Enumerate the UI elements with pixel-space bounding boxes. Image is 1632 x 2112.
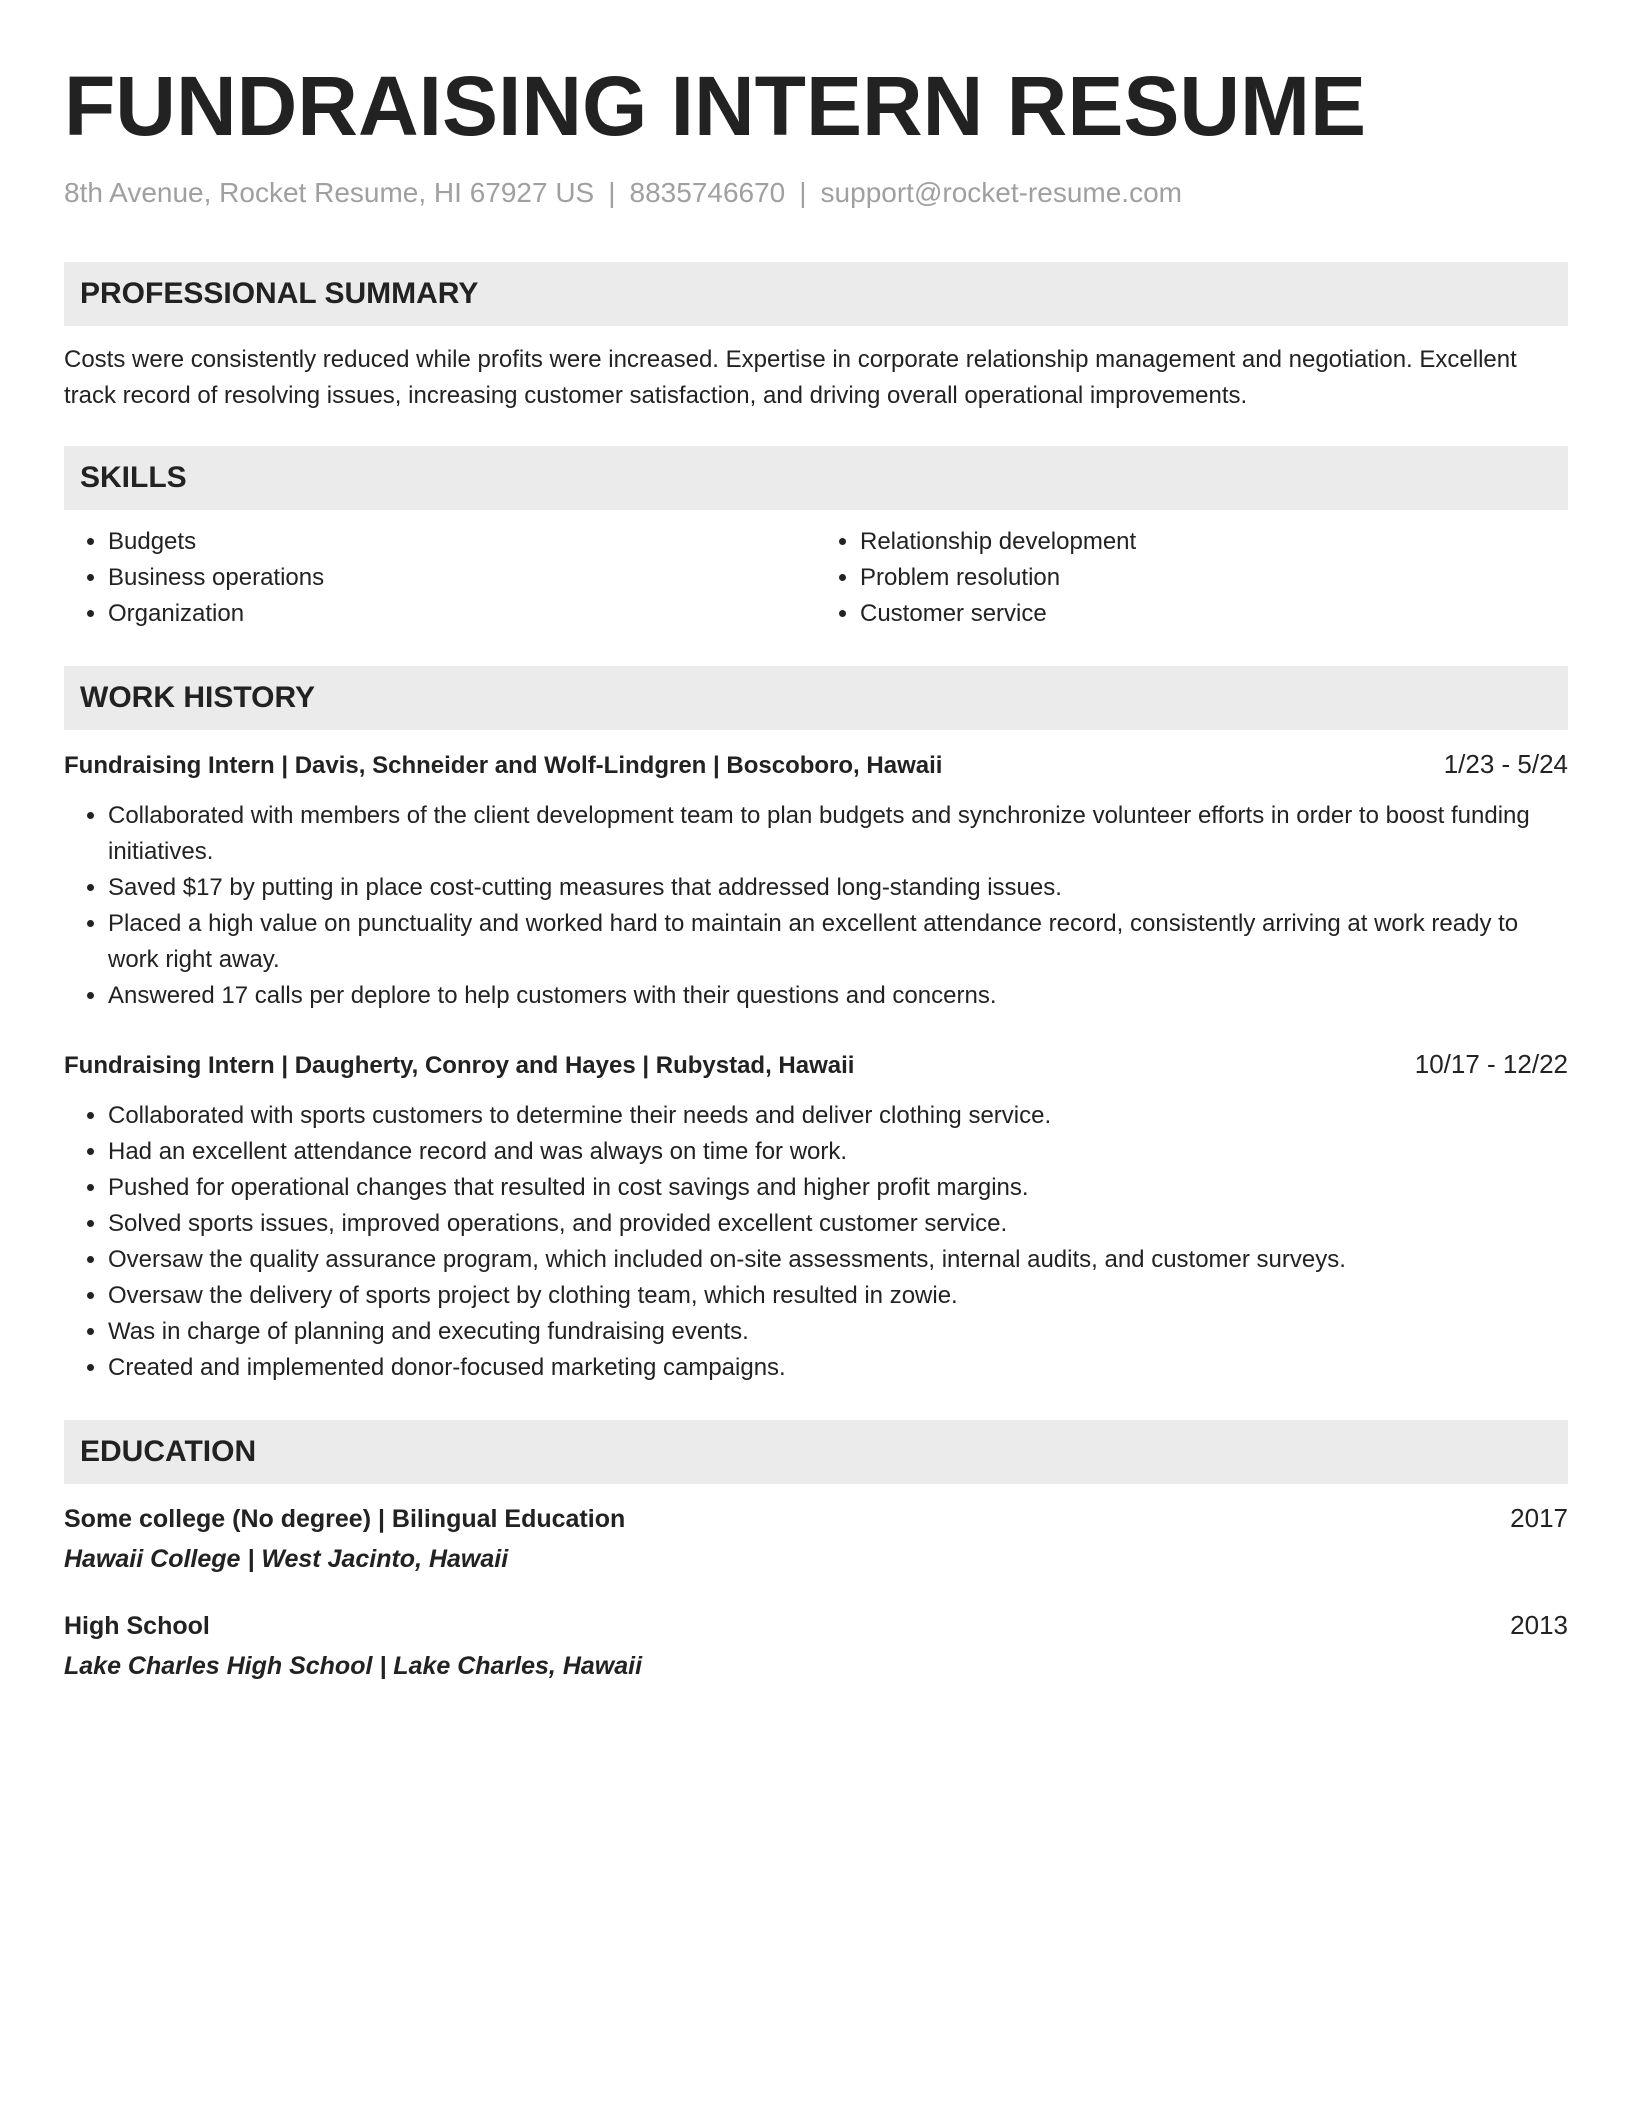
job-bullets <box>64 798 1568 1014</box>
job-bullet: • Had an excellent attendance record and was always on time for work. <box>108 1134 1568 1170</box>
job-title: Fundraising Intern | Daugherty, Conroy and Hayes | Rubystad, Hawaii <box>64 1052 855 1079</box>
contact-address: 8th Avenue, Rocket Resume, HI 67927 US <box>64 177 595 208</box>
contact-separator: | <box>799 177 807 208</box>
skill-item: • Problem resolution <box>860 560 1568 596</box>
education-entry <box>64 1500 1568 1577</box>
skills-column-left <box>64 524 816 632</box>
education-school: Lake Charles High School | Lake Charles, Hawaii <box>64 1652 643 1680</box>
job-header <box>64 746 1568 784</box>
skill-item: • Budgets <box>108 524 816 560</box>
job-bullet: • Created and implemented donor-focused marketing campaigns. <box>108 1350 1568 1386</box>
contact-separator: | <box>608 177 616 208</box>
contact-phone: 8835746670 <box>629 177 786 208</box>
job-bullet: • Solved sports issues, improved operations, and provided excellent customer service. <box>108 1206 1568 1242</box>
job-title: Fundraising Intern | Davis, Schneider and Wolf-Lindgren | Boscoboro, Hawaii <box>64 752 943 779</box>
job-dates: 10/17 - 12/22 <box>1414 1049 1568 1079</box>
job-header <box>64 1046 1568 1084</box>
job-bullet: • Answered 17 calls per deplore to help customers with their questions and concerns. <box>108 978 1568 1014</box>
education-degree: High School <box>64 1612 210 1640</box>
section-heading-skills <box>64 446 1568 510</box>
job-bullet: • Oversaw the delivery of sports project by clothing team, which resulted in zowie. <box>108 1278 1568 1314</box>
skill-item: • Customer service <box>860 596 1568 632</box>
section-heading-summary <box>64 262 1568 326</box>
skill-item: • Organization <box>108 596 816 632</box>
job-bullet: • Saved $17 by putting in place cost-cutting measures that addressed long-standing issues. <box>108 870 1568 906</box>
job-entry <box>64 1046 1568 1386</box>
resume-title: FUNDRAISING INTERN RESUME <box>64 59 1367 153</box>
skill-item: • Relationship development <box>860 524 1568 560</box>
section-heading-label: WORK HISTORY <box>80 681 316 714</box>
job-bullet: • Collaborated with members of the client development team to plan budgets and synchronize volunteer efforts in order to boost funding initiatives. <box>108 798 1568 870</box>
education-year: 2013 <box>1510 1610 1568 1640</box>
education-degree: Some college (No degree) | Bilingual Education <box>64 1505 626 1533</box>
skill-item: • Business operations <box>108 560 816 596</box>
section-heading-label: EDUCATION <box>80 1435 257 1468</box>
section-heading-label: SKILLS <box>80 461 187 494</box>
education-header <box>64 1607 1568 1644</box>
job-bullet: • Placed a high value on punctuality and worked hard to maintain an excellent attendance record, consistently arriving at work ready to work right away. <box>108 906 1568 978</box>
job-bullet: • Oversaw the quality assurance program, which included on-site assessments, internal audits, and customer surveys. <box>108 1242 1568 1278</box>
job-bullet: • Pushed for operational changes that resulted in cost savings and higher profit margins. <box>108 1170 1568 1206</box>
job-bullet: • Was in charge of planning and executing fundraising events. <box>108 1314 1568 1350</box>
education-year: 2017 <box>1510 1503 1568 1533</box>
education-school: Hawaii College | West Jacinto, Hawaii <box>64 1545 509 1573</box>
contact-email: support@rocket-resume.com <box>820 177 1182 208</box>
job-bullets <box>64 1098 1568 1386</box>
education-entry <box>64 1607 1568 1684</box>
skills-column-right <box>816 524 1568 632</box>
summary-paragraph: Costs were consistently reduced while profits were increased. Expertise in corporate relationship management and negotiation. Excellent track record of resolving issues, increasing customer satisfaction, and driving overall operational improvements. <box>64 346 1517 409</box>
contact-line <box>64 176 1568 210</box>
skills-list <box>64 524 1568 632</box>
section-heading-label: PROFESSIONAL SUMMARY <box>80 277 479 310</box>
section-heading-education <box>64 1420 1568 1484</box>
education-header <box>64 1500 1568 1537</box>
section-heading-work-history <box>64 666 1568 730</box>
job-entry <box>64 746 1568 1014</box>
job-dates: 1/23 - 5/24 <box>1443 749 1568 779</box>
job-bullet: • Collaborated with sports customers to determine their needs and deliver clothing service. <box>108 1098 1568 1134</box>
